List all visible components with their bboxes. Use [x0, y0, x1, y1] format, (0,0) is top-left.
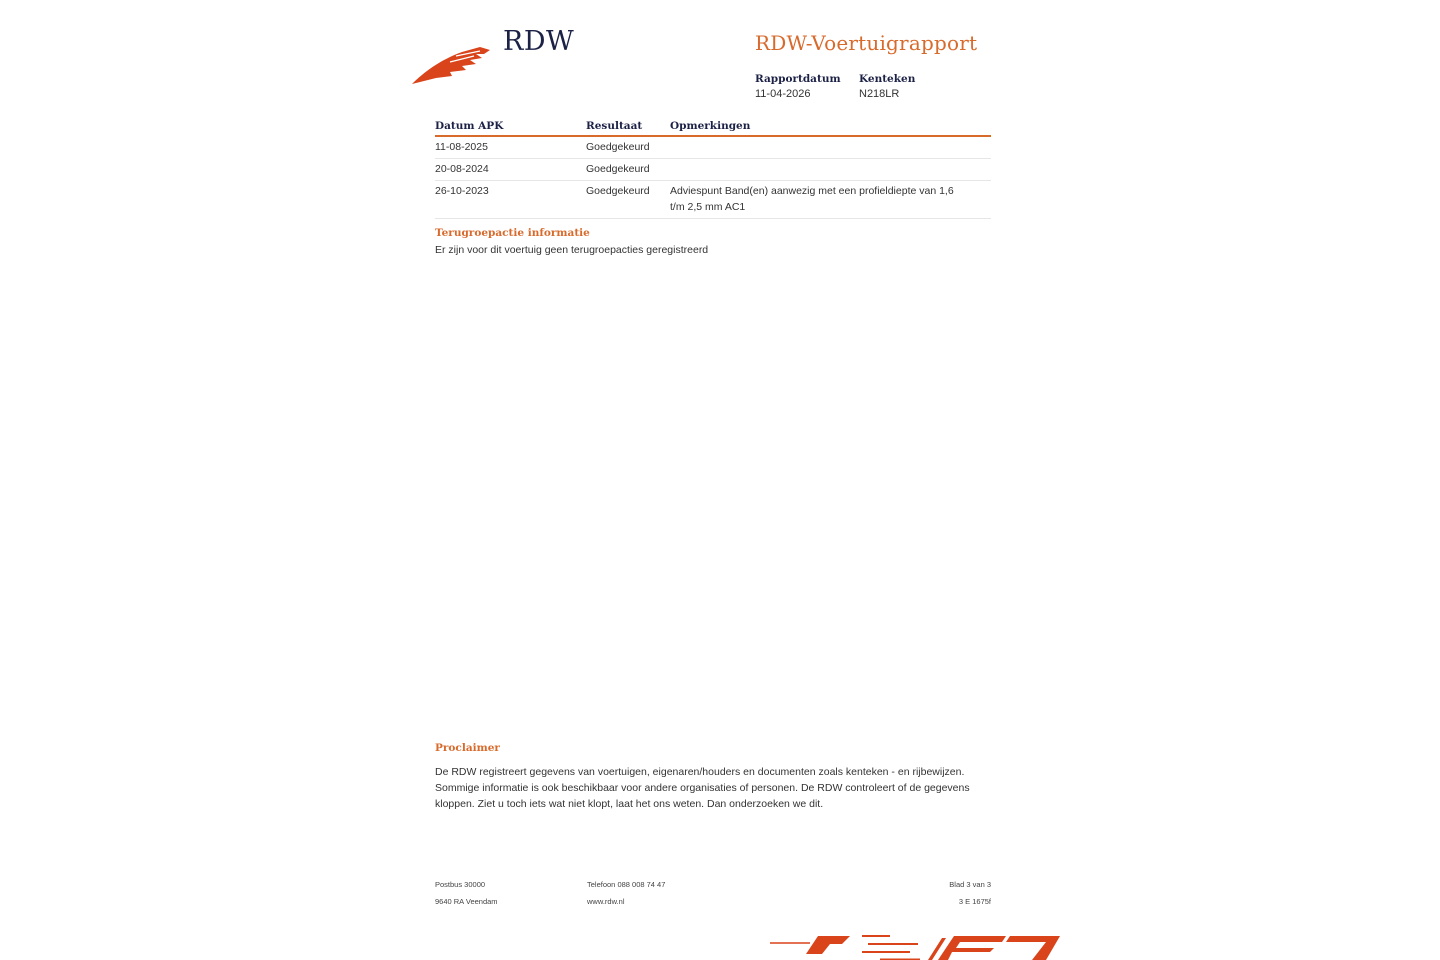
proclaimer-title: Proclaimer: [435, 742, 500, 754]
column-header-result: Resultaat: [586, 118, 670, 136]
apk-date: 20-08-2024: [435, 159, 586, 181]
table-row: [435, 181, 991, 219]
footer-page-number: Blad 3 van 3: [949, 880, 991, 889]
report-date-value: 11-04-2026: [755, 88, 811, 100]
apk-result: Goedgekeurd: [586, 181, 670, 219]
license-plate-value: N218LR: [859, 88, 900, 100]
apk-date: 26-10-2023: [435, 181, 586, 219]
rdw-stripes-logo-icon: [770, 934, 1060, 960]
footer-phone: Telefoon 088 008 74 47: [587, 880, 666, 889]
apk-remarks: Adviespunt Band(en) aanwezig met een profieldiepte van 1,6 t/m 2,5 mm AC1: [670, 181, 991, 219]
proclaimer-text: [435, 764, 970, 812]
column-header-date: Datum APK: [435, 118, 586, 136]
recall-text: Er zijn voor dit voertuig geen terugroepacties geregistreerd: [435, 244, 709, 256]
table-row: [435, 136, 991, 159]
footer-document-code: 3 E 1675f: [958, 897, 991, 906]
apk-remarks: [670, 136, 991, 159]
apk-remarks: [670, 159, 991, 181]
proclaimer-line: kloppen. Ziet u toch iets wat niet klopt, laat het ons weten. Dan onderzoeken we dit.: [435, 798, 824, 810]
apk-history-table: [435, 118, 991, 219]
footer-website[interactable]: www.rdw.nl: [587, 897, 625, 906]
footer-postbus: Postbus 30000: [435, 880, 486, 889]
report-date-label: Rapportdatum: [755, 73, 841, 85]
proclaimer-line: De RDW registreert gegevens van voertuigen, eigenaren/houders en documenten zoals kenteken - en rijbewijzen.: [435, 766, 965, 778]
feather-logo-icon: [410, 42, 494, 86]
table-row: [435, 159, 991, 181]
recall-section-title: Terugroepactie informatie: [435, 227, 590, 239]
table-header-row: [435, 118, 991, 136]
apk-date: 11-08-2025: [435, 136, 586, 159]
column-header-remarks: Opmerkingen: [670, 118, 991, 136]
license-plate-label: Kenteken: [859, 73, 916, 85]
apk-result: Goedgekeurd: [586, 159, 670, 181]
document-title: RDW-Voertuigrapport: [755, 31, 978, 55]
apk-result: Goedgekeurd: [586, 136, 670, 159]
logo-text: RDW: [503, 26, 575, 57]
footer-city: 9640 RA Veendam: [435, 897, 498, 906]
proclaimer-line: Sommige informatie is ook beschikbaar voor andere organisaties of personen. De RDW controleert of de gegevens: [435, 782, 970, 794]
